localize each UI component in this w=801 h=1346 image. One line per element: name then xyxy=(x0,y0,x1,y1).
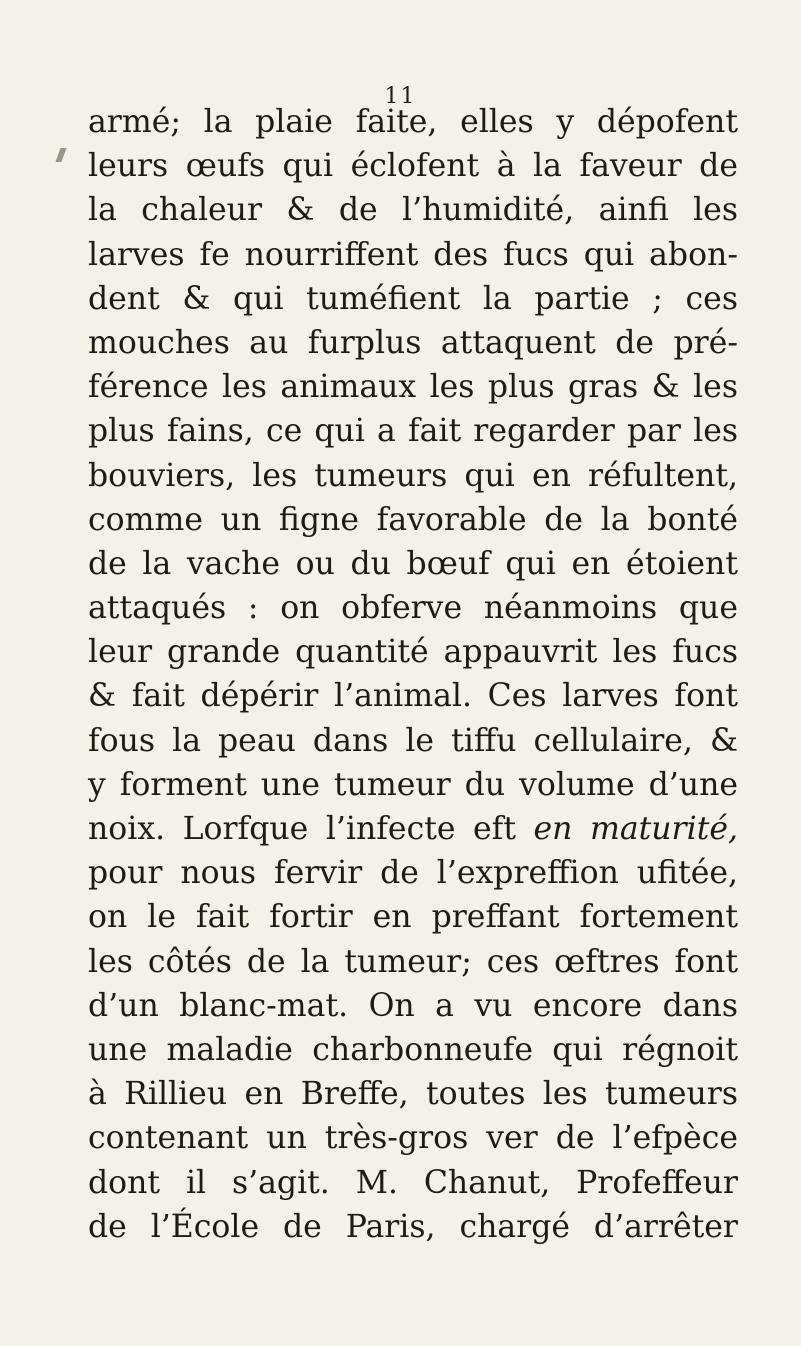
page-number: 11 xyxy=(384,84,417,109)
ink-mark xyxy=(55,148,66,162)
text-line: y forment une tumeur du volume d’une xyxy=(88,766,738,803)
text-line: fous la peau dans le tiffu cellulaire, & xyxy=(88,722,738,759)
text-line: armé; la plaie faite, elles y dépofent xyxy=(88,104,738,140)
text-line: les côtés de la tumeur; ces œftres font xyxy=(88,943,738,980)
text-line: pour nous fervir de l’expreffion ufitée, xyxy=(88,855,738,892)
text-line: leur grande quantité appauvrit les fucs xyxy=(88,634,738,671)
text-line: attaqués : on obferve néanmoins que xyxy=(88,590,738,627)
italic-phrase: en maturité, xyxy=(533,811,739,847)
text-line: mouches au furplus attaquent de pré- xyxy=(88,324,738,361)
text-line: bouviers, les tumeurs qui en réfultent, xyxy=(88,457,738,494)
text-line: d’un blanc-mat. On a vu encore dans xyxy=(88,987,738,1024)
body-text xyxy=(88,100,738,1249)
text-line: de la vache ou du bœuf qui en étoient xyxy=(88,545,738,582)
text-line: & fait dépérir l’animal. Ces larves font xyxy=(88,678,738,715)
line-roman-part: noix. Lorfque l’infecte eft xyxy=(88,811,534,847)
text-line: contenant un très-gros ver de l’efpèce xyxy=(88,1120,738,1157)
text-line-with-italic xyxy=(88,807,738,851)
text-line: une maladie charbonneufe qui régnoit xyxy=(88,1031,738,1068)
text-line: comme un figne favorable de la bonté xyxy=(88,501,738,538)
text-line: leurs œufs qui éclofent à la faveur de xyxy=(88,148,738,185)
text-line: la chaleur & de l’humidité, ainfi les xyxy=(88,192,738,229)
text-line: de l’École de Paris, chargé d’arrêter xyxy=(88,1208,738,1245)
text-line: dent & qui tuméfient la partie ; ces xyxy=(88,280,738,317)
text-line: à Rillieu en Breffe, toutes les tumeurs xyxy=(88,1076,738,1113)
text-line: dont il s’agit. M. Chanut, Profeffeur xyxy=(88,1164,738,1201)
text-line: on le fait fortir en preffant fortement xyxy=(88,899,738,936)
text-line: plus fains, ce qui a fait regarder par les xyxy=(88,413,738,450)
text-line: férence les animaux les plus gras & les xyxy=(88,369,738,406)
text-line: larves fe nourriffent des fucs qui abon- xyxy=(88,236,738,273)
